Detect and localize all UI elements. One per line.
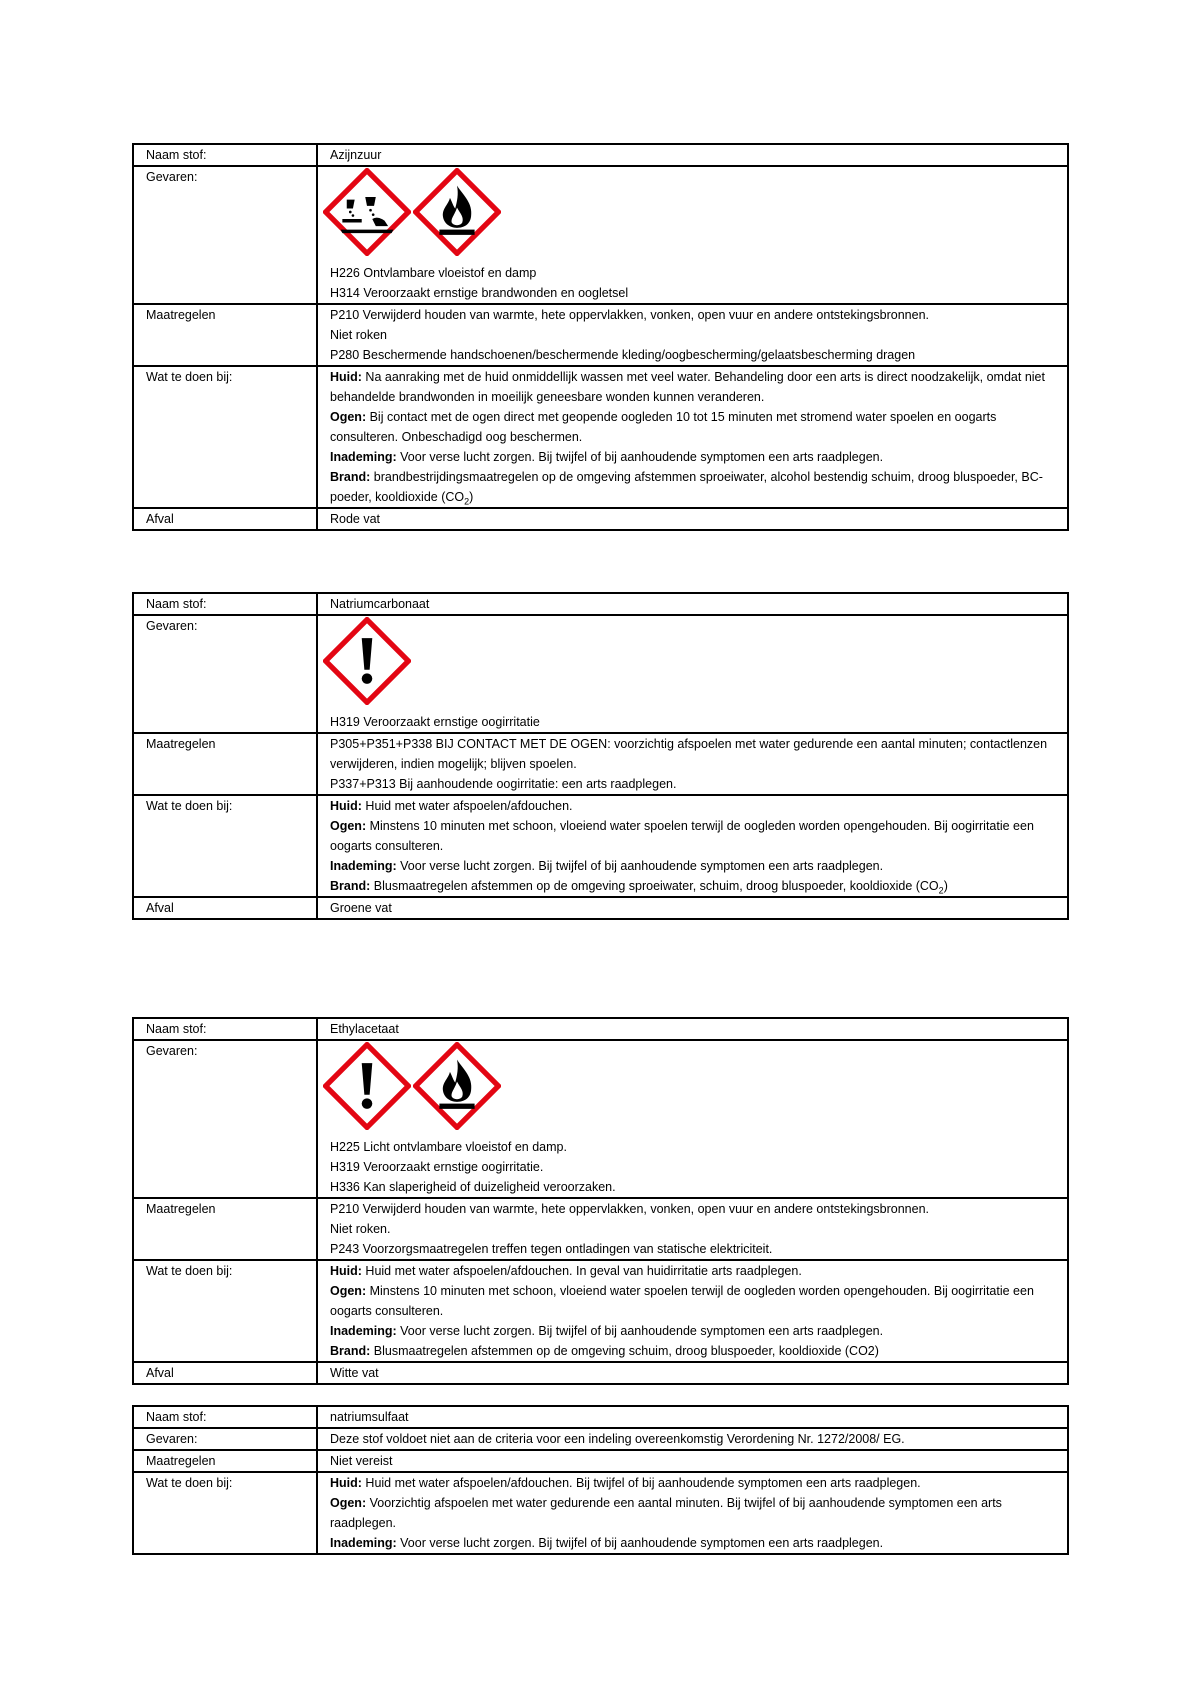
actions-label: Wat te doen bij:: [133, 795, 317, 897]
corrosion-icon: [323, 168, 411, 256]
name-label: Naam stof:: [133, 1018, 317, 1040]
hazards-row: [133, 166, 1068, 304]
hazard-statement: H319 Veroorzaakt ernstige oogirritatie.: [330, 1160, 544, 1174]
actions-label: Wat te doen bij:: [133, 366, 317, 508]
waste-row: [133, 508, 1068, 530]
hazards-label: Gevaren:: [133, 1040, 317, 1198]
action-eyes: Ogen: Minstens 10 minuten met schoon, vloeiend water spoelen terwijl de oogleden worden opengehouden. Bij oogirritatie een oogarts consulteren.: [330, 1284, 1034, 1318]
substance-table-natriumcarbonaat: [132, 592, 1069, 920]
action-inhalation: Inademing: Voor verse lucht zorgen. Bij twijfel of bij aanhoudende symptomen een arts raadplegen.: [330, 1536, 884, 1550]
measures-row: [133, 304, 1068, 366]
precaution-statement: P305+P351+P338 BIJ CONTACT MET DE OGEN: voorzichtig afspoelen met water gedurende een aantal minuten; contactlenzen verwijderen, indien mogelijk; blijven spoelen.: [330, 737, 1048, 771]
precaution-statement: P280 Beschermende handschoenen/beschermende kleding/oogbescherming/gelaatsbescherming dragen: [330, 348, 916, 362]
actions-label: Wat te doen bij:: [133, 1260, 317, 1362]
hazards-label: Gevaren:: [133, 1428, 317, 1450]
action-fire: Brand: brandbestrijdingsmaatregelen op de omgeving afstemmen sproeiwater, alcohol bestendig schuim, droog bluspoeder, BC-poeder, kooldioxide $(CO_2)$: [330, 470, 1043, 507]
action-skin: Huid: Huid met water afspoelen/afdouchen.: [330, 799, 573, 813]
waste-value: Groene vat: [317, 897, 1068, 919]
waste-value: Witte vat: [317, 1362, 1068, 1384]
waste-value: Rode vat: [317, 508, 1068, 530]
substance-name: Natriumcarbonaat: [317, 593, 1068, 615]
hazards-label: Gevaren:: [133, 615, 317, 733]
hazard-statement: H336 Kan slaperigheid of duizeligheid veroorzaken.: [330, 1180, 616, 1194]
substance-table-azijnzuur: [132, 143, 1069, 531]
actions-row: [133, 366, 1068, 508]
hazards-row: [133, 1040, 1068, 1198]
measures-label: Maatregelen: [133, 304, 317, 366]
waste-label: Afval: [133, 1362, 317, 1384]
name-label: Naam stof:: [133, 1406, 317, 1428]
measures-row: [133, 1198, 1068, 1260]
action-eyes: Ogen: Bij contact met de ogen direct met geopende oogleden 10 tot 15 minuten met stromend water spoelen en oogarts consulteren. Onbeschadigd oog beschermen.: [330, 410, 997, 444]
action-eyes: Ogen: Voorzichtig afspoelen met water gedurende een aantal minuten. Bij twijfel of bij aanhoudende symptomen een arts raadplegen.: [330, 1496, 1002, 1530]
actions-label: Wat te doen bij:: [133, 1472, 317, 1554]
precaution-statement: Niet roken.: [330, 1222, 391, 1236]
substance-table-natriumsulfaat: [132, 1405, 1069, 1555]
substance-name: natriumsulfaat: [317, 1406, 1068, 1428]
measures-label: Maatregelen: [133, 1198, 317, 1260]
name-label: Naam stof:: [133, 593, 317, 615]
hazard-statement: H319 Veroorzaakt ernstige oogirritatie: [330, 715, 540, 729]
substance-table-ethylacetaat: [132, 1017, 1069, 1385]
action-skin: Huid: Huid met water afspoelen/afdouchen. Bij twijfel of bij aanhoudende symptomen een arts raadplegen.: [330, 1476, 921, 1490]
actions-row: [133, 795, 1068, 897]
substance-name: Azijnzuur: [317, 144, 1068, 166]
waste-row: [133, 1362, 1068, 1384]
flame-icon: [413, 168, 501, 256]
hazard-statement: H226 Ontvlambare vloeistof en damp: [330, 266, 537, 280]
precaution-statement: P210 Verwijderd houden van warmte, hete oppervlakken, vonken, open vuur en andere ontstekingsbronnen.: [330, 1202, 930, 1216]
action-inhalation: Inademing: Voor verse lucht zorgen. Bij twijfel of bij aanhoudende symptomen een arts raadplegen.: [330, 859, 884, 873]
measures-label: Maatregelen: [133, 1450, 317, 1472]
name-row: [133, 1406, 1068, 1428]
action-fire: Brand: Blusmaatregelen afstemmen op de omgeving schuim, droog bluspoeder, kooldioxide (CO2): [330, 1344, 879, 1358]
measures-row: [133, 733, 1068, 795]
hazard-statement: H314 Veroorzaakt ernstige brandwonden en oogletsel: [330, 286, 629, 300]
name-row: [133, 593, 1068, 615]
actions-row: [133, 1260, 1068, 1362]
action-inhalation: Inademing: Voor verse lucht zorgen. Bij twijfel of bij aanhoudende symptomen een arts raadplegen.: [330, 450, 884, 464]
pictograms: [323, 1042, 1061, 1130]
hazards-text: Deze stof voldoet niet aan de criteria voor een indeling overeenkomstig Verordening Nr. 1272/2008/ EG.: [317, 1428, 1068, 1450]
precaution-statement: P337+P313 Bij aanhoudende oogirritatie: een arts raadplegen.: [330, 777, 677, 791]
exclamation-icon: [323, 1042, 411, 1130]
flame-icon: [413, 1042, 501, 1130]
measures-row: [133, 1450, 1068, 1472]
pictograms: [323, 168, 1061, 256]
pictograms: [323, 617, 1061, 705]
measures-label: Maatregelen: [133, 733, 317, 795]
hazards-row: [133, 1428, 1068, 1450]
action-inhalation: Inademing: Voor verse lucht zorgen. Bij twijfel of bij aanhoudende symptomen een arts raadplegen.: [330, 1324, 884, 1338]
action-fire: Brand: Blusmaatregelen afstemmen op de omgeving sproeiwater, schuim, droog bluspoeder, kooldioxide $(CO_2)$: [330, 879, 948, 896]
action-skin: Huid: Na aanraking met de huid onmiddellijk wassen met veel water. Behandeling door een arts is direct noodzakelijk, omdat niet behandelde brandwonden in moeilijk geneesbare wonden kunnen veranderen.: [330, 370, 1045, 404]
measures-text: Niet vereist: [317, 1450, 1068, 1472]
hazards-row: [133, 615, 1068, 733]
precaution-statement: P210 Verwijderd houden van warmte, hete oppervlakken, vonken, open vuur en andere ontstekingsbronnen.: [330, 308, 930, 322]
action-eyes: Ogen: Minstens 10 minuten met schoon, vloeiend water spoelen terwijl de oogleden worden opengehouden. Bij oogirritatie een oogarts consulteren.: [330, 819, 1034, 853]
substance-name: Ethylacetaat: [317, 1018, 1068, 1040]
name-label: Naam stof:: [133, 144, 317, 166]
waste-label: Afval: [133, 508, 317, 530]
actions-row: [133, 1472, 1068, 1554]
exclamation-icon: [323, 617, 411, 705]
name-row: [133, 1018, 1068, 1040]
action-skin: Huid: Huid met water afspoelen/afdouchen. In geval van huidirritatie arts raadplegen.: [330, 1264, 802, 1278]
hazard-statement: H225 Licht ontvlambare vloeistof en damp.: [330, 1140, 567, 1154]
name-row: [133, 144, 1068, 166]
waste-label: Afval: [133, 897, 317, 919]
hazards-label: Gevaren:: [133, 166, 317, 304]
precaution-statement: Niet roken: [330, 328, 387, 342]
waste-row: [133, 897, 1068, 919]
precaution-statement: P243 Voorzorgsmaatregelen treffen tegen ontladingen van statische elektriciteit.: [330, 1242, 773, 1256]
